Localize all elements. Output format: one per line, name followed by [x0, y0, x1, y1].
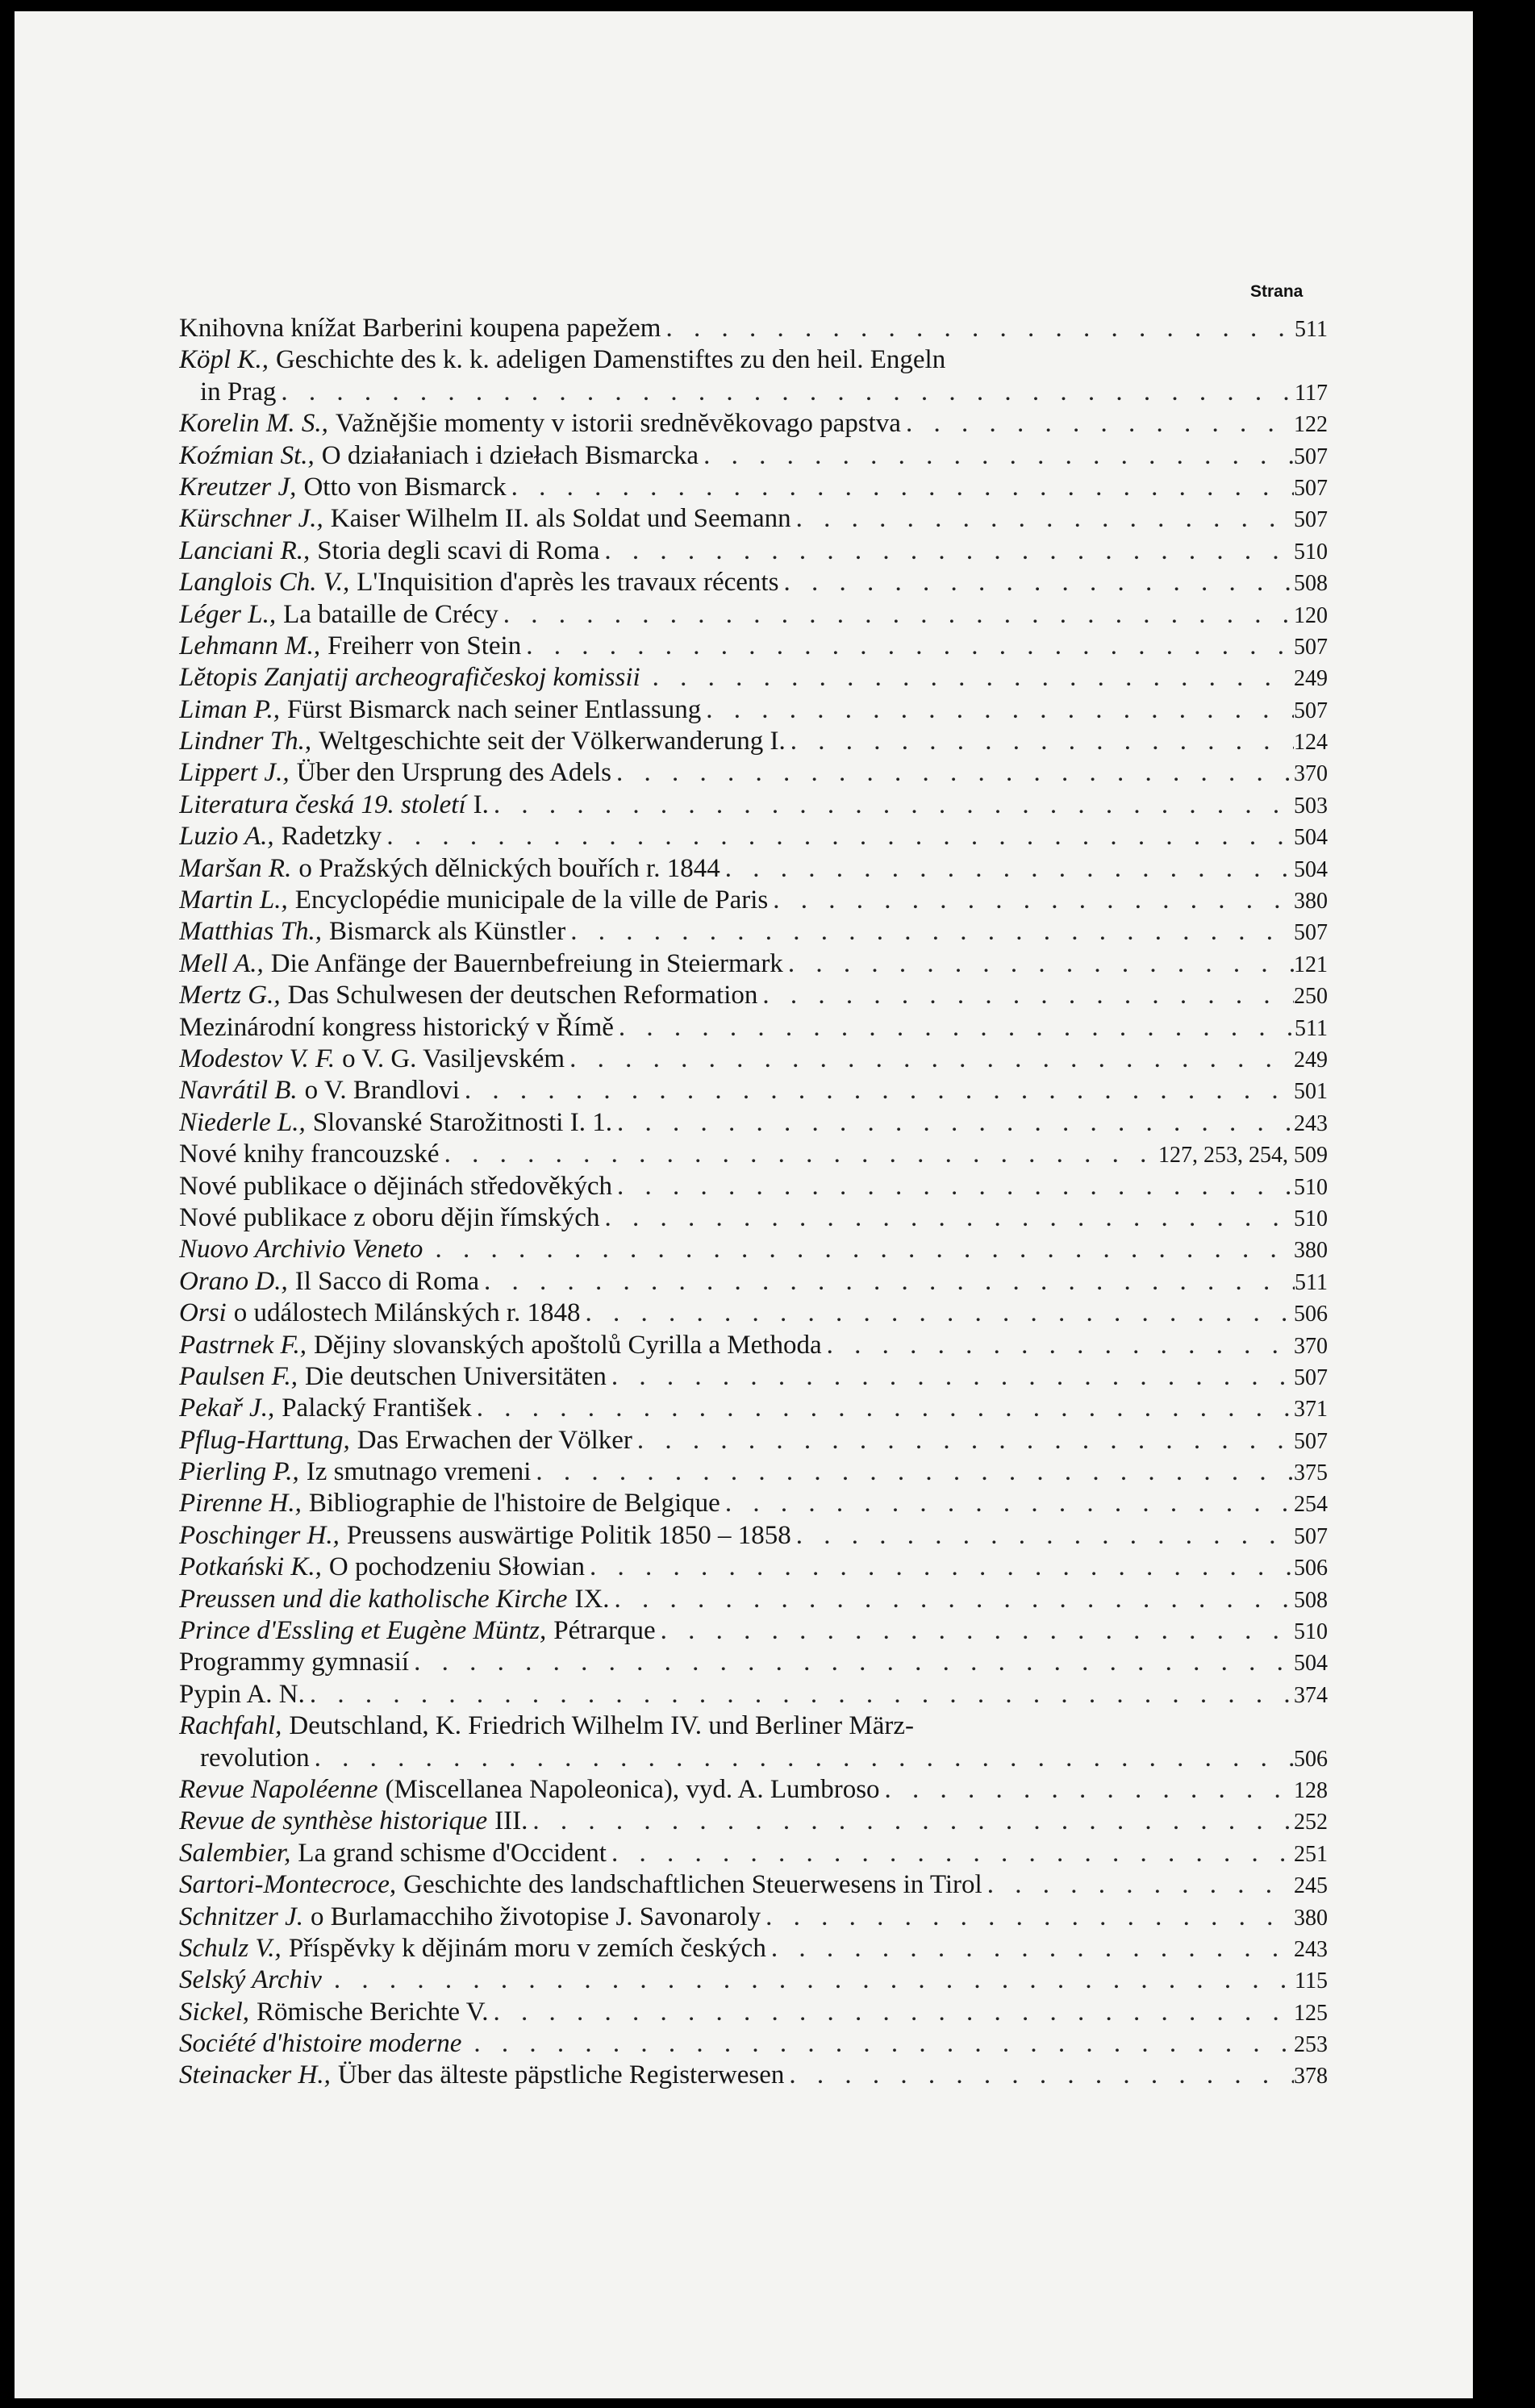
entry-author: Lippert J.,: [179, 758, 290, 788]
entry-author: Pflug-Harttung,: [179, 1425, 350, 1455]
entry-title: Iz smutnago vremeni: [306, 1457, 532, 1487]
entry-title: Geschichte des landschaftlichen Steuerwesens in Tirol: [403, 1870, 982, 1900]
dot-leader: [786, 726, 1294, 757]
dot-leader: [632, 1425, 1294, 1456]
entry-title: Das Schulwesen der deutschen Reformation: [287, 981, 758, 1010]
dot-leader: [661, 313, 1295, 344]
dot-leader: [612, 1107, 1294, 1139]
entry-title: Encyclopédie municipale de la ville de Paris: [294, 885, 769, 915]
entry-author: Lehmann M.,: [179, 631, 321, 660]
index-entry: [179, 1806, 1328, 1837]
dot-leader: [880, 1774, 1294, 1806]
entry-page-number: 380: [1294, 889, 1328, 914]
entry-title: Über den Ursprung des Adels: [296, 758, 612, 788]
index-entry: [179, 2028, 1328, 2060]
index-entry: [179, 948, 1328, 980]
entry-page-number: 250: [1294, 984, 1328, 1010]
entry-title: Pypin A. N.: [179, 1679, 305, 1709]
entry-page-number: 252: [1294, 1810, 1328, 1835]
entry-title: Das Erwachen der Völker: [357, 1425, 632, 1455]
entry-title: o V. G. Vasiljevském: [342, 1044, 565, 1073]
entry-author: Maršan R.: [179, 853, 292, 883]
index-entry: [179, 631, 1328, 662]
entry-page-number: 506: [1294, 1556, 1328, 1581]
dot-leader: [479, 1266, 1295, 1298]
entry-title: Freiherr von Stein: [327, 631, 522, 660]
entry-title: (Miscellanea Napoleonica), vyd. A. Lumbroso: [385, 1774, 880, 1804]
index-entry: [179, 313, 1328, 344]
index-entry: [179, 1393, 1328, 1424]
dot-leader: [498, 599, 1294, 631]
entry-author: Société d'histoire moderne: [179, 2029, 462, 2059]
entry-page-number: 504: [1294, 825, 1328, 851]
entry-author: Salembier,: [179, 1838, 291, 1868]
entry-author: Lanciani R.,: [179, 535, 311, 565]
entry-title: Nové knihy francouzské: [179, 1139, 440, 1169]
dot-leader: [610, 1584, 1294, 1615]
entry-page-number: 510: [1294, 539, 1328, 565]
entry-page-number: 117: [1295, 380, 1328, 406]
index-entry: [179, 1869, 1328, 1901]
dot-leader: [599, 1202, 1294, 1234]
entry-page-number: 507: [1294, 920, 1328, 946]
dot-leader: [599, 535, 1294, 567]
entry-author: Liman P.,: [179, 694, 281, 724]
entry-page-number: 249: [1294, 1047, 1328, 1073]
page-column-header: Strana: [1250, 282, 1303, 301]
book-page: [15, 11, 1473, 2398]
entry-page-number: 507: [1294, 698, 1328, 723]
dot-leader: [440, 1139, 1158, 1170]
entry-title: La grand schisme d'Occident: [298, 1838, 607, 1868]
entry-title: Mezinárodní kongress historický v Římě: [179, 1012, 614, 1042]
entry-author: Schnitzer J.: [179, 1902, 303, 1931]
entry-author: Luzio A.,: [179, 822, 274, 852]
entry-title: Příspěvky k dějinám moru v zemích českých: [288, 1933, 766, 1963]
entry-title: Kaiser Wilhelm II. als Soldat und Seemann: [330, 504, 791, 534]
entry-page-number: 243: [1294, 1936, 1328, 1962]
entry-title: Nové publikace o dějinách středověkých: [179, 1171, 612, 1201]
dot-leader: [565, 916, 1294, 948]
entry-title: Über das älteste päpstliche Registerwesen: [337, 2060, 785, 2090]
entry-title: Bismarck als Künstler: [328, 917, 566, 947]
dot-leader: [822, 1330, 1294, 1361]
entry-page-number: 115: [1295, 1968, 1328, 1994]
dot-leader: [528, 1806, 1294, 1837]
entry-author: Sickel,: [179, 1997, 250, 2027]
entry-page-number: 510: [1294, 1619, 1328, 1645]
index-entry: [179, 821, 1328, 852]
index-entry-continuation: [179, 1743, 1328, 1774]
dot-leader: [720, 1488, 1294, 1519]
entry-page-number: 370: [1294, 1333, 1328, 1359]
entry-page-number: 120: [1294, 602, 1328, 628]
entry-page-number: 251: [1294, 1841, 1328, 1867]
dot-leader: [901, 408, 1294, 440]
index-entry: [179, 1361, 1328, 1393]
dot-leader: [757, 980, 1294, 1011]
entry-author: Orano D.,: [179, 1266, 288, 1296]
entry-title: La bataille de Crécy: [283, 599, 498, 629]
index-list: [179, 313, 1328, 2092]
entry-author: Paulsen F.,: [179, 1361, 298, 1391]
entry-page-number: 380: [1294, 1905, 1328, 1931]
index-entry: [179, 1710, 1328, 1742]
entry-title: Palacký František: [282, 1394, 472, 1423]
entry-page-number: 506: [1294, 1302, 1328, 1327]
entry-page-number: 504: [1294, 1651, 1328, 1677]
index-entry: [179, 503, 1328, 535]
entry-page-number: 128: [1294, 1777, 1328, 1803]
entry-page-number: 510: [1294, 1174, 1328, 1200]
entry-author: Rachfahl,: [179, 1711, 282, 1741]
index-entry: [179, 757, 1328, 789]
entry-title: Otto von Bismarck: [303, 472, 507, 502]
entry-author: Mell A.,: [179, 948, 264, 978]
index-entry: [179, 1044, 1328, 1075]
dot-leader: [607, 1838, 1294, 1869]
entry-title: Geschichte des k. k. adeligen Damenstiftes zu den heil. Engeln: [275, 345, 946, 375]
dot-leader: [489, 1997, 1294, 2028]
dot-leader: [656, 1615, 1294, 1647]
index-entry: [179, 1012, 1328, 1044]
entry-author: Niederle L.,: [179, 1107, 306, 1137]
entry-page-number: 501: [1294, 1079, 1328, 1105]
entry-title: O pochodzeniu Słowian: [328, 1552, 586, 1582]
entry-page-number: 370: [1294, 761, 1328, 787]
entry-page-number: 507: [1294, 475, 1328, 501]
entry-title: Storia degli scavi di Roma: [317, 535, 600, 565]
entry-author: Orsi: [179, 1298, 227, 1328]
index-entry: [179, 344, 1328, 376]
index-entry: [179, 1425, 1328, 1456]
index-entry: [179, 1997, 1328, 2028]
entry-page-number: 374: [1294, 1682, 1328, 1708]
index-entry: [179, 1615, 1328, 1647]
dot-leader: [460, 1075, 1294, 1106]
index-entry: [179, 853, 1328, 885]
entry-page-number: 254: [1294, 1492, 1328, 1518]
index-entry: [179, 694, 1328, 726]
entry-title: Pétrarque: [553, 1616, 656, 1646]
entry-author: Nuovo Archivio Veneto: [179, 1235, 423, 1264]
entry-author: Korelin M. S.,: [179, 409, 328, 439]
index-entry: [179, 1298, 1328, 1329]
entry-page-number: 507: [1294, 507, 1328, 533]
entry-page-number: 508: [1294, 571, 1328, 597]
dot-leader: [648, 662, 1294, 694]
entry-author: Lĕtopis Zanjatij archeografičeskoj komissii: [179, 663, 640, 693]
dot-leader: [329, 1964, 1295, 1996]
dot-leader: [409, 1647, 1294, 1678]
index-entry: [179, 885, 1328, 916]
index-entry: [179, 1647, 1328, 1678]
entry-author: Pekař J.,: [179, 1394, 275, 1423]
entry-page-number: 511: [1295, 1269, 1328, 1295]
entry-author: Pirenne H.,: [179, 1489, 302, 1519]
dot-leader: [784, 2060, 1294, 2091]
entry-title: Die Anfänge der Bauernbefreiung in Steiermark: [270, 948, 783, 978]
entry-title: Važnějšie momenty v istorii srednĕvĕkovago papstva: [335, 409, 901, 439]
index-entry: [179, 1107, 1328, 1139]
entry-page-number: 507: [1294, 1523, 1328, 1549]
dot-leader: [791, 1520, 1294, 1552]
entry-author: Mertz G.,: [179, 981, 281, 1010]
dot-leader: [720, 853, 1294, 885]
entry-author: Kreutzer J,: [179, 472, 297, 502]
entry-page-number: 507: [1294, 444, 1328, 469]
dot-leader: [701, 694, 1294, 726]
index-entry: [179, 1679, 1328, 1710]
entry-page-number: 507: [1294, 1364, 1328, 1390]
entry-title: o Burlamacchiho životopise J. Savonaroly: [310, 1902, 761, 1931]
entry-title: Slovanské Starožitnosti I. 1.: [312, 1107, 612, 1137]
entry-page-number: 127, 253, 254, 509: [1158, 1143, 1328, 1169]
entry-author: Selský Archiv: [179, 1965, 322, 1995]
dot-leader: [489, 789, 1294, 821]
entry-title: III.: [494, 1806, 528, 1836]
entry-title: Programmy gymnasií: [179, 1648, 410, 1677]
index-entry: [179, 1774, 1328, 1806]
entry-continuation-text: revolution: [200, 1743, 310, 1773]
index-entry: [179, 567, 1328, 598]
entry-author: Pierling P.,: [179, 1457, 299, 1487]
dot-leader: [469, 2028, 1294, 2060]
index-entry: [179, 1075, 1328, 1106]
index-entry: [179, 1933, 1328, 1964]
index-entry: [179, 662, 1328, 694]
index-entry: [179, 1266, 1328, 1298]
entry-title: o Pražských dělnických bouřích r. 1844: [298, 853, 720, 883]
entry-page-number: 380: [1294, 1238, 1328, 1264]
dot-leader: [699, 440, 1294, 472]
entry-author: Steinacker H.,: [179, 2060, 331, 2090]
index-entry: [179, 408, 1328, 440]
entry-title: Preussens auswärtige Politik 1850 – 1858: [346, 1520, 791, 1550]
dot-leader: [430, 1234, 1294, 1265]
entry-title: Römische Berichte V.: [257, 1997, 489, 2027]
index-entry: [179, 1488, 1328, 1519]
entry-title: Weltgeschichte seit der Völkerwanderung I.: [319, 727, 786, 756]
entry-author: Revue de synthèse historique: [179, 1806, 488, 1836]
index-entry: [179, 1202, 1328, 1234]
dot-leader: [611, 757, 1294, 789]
entry-author: Modestov V. F.: [179, 1044, 336, 1073]
entry-author: Schulz V.,: [179, 1933, 282, 1963]
entry-title: Fürst Bismarck nach seiner Entlassung: [287, 694, 702, 724]
index-entry: [179, 535, 1328, 567]
entry-author: Potkański K.,: [179, 1552, 322, 1582]
index-entry: [179, 440, 1328, 472]
entry-page-number: 506: [1294, 1746, 1328, 1772]
dot-leader: [768, 885, 1294, 916]
dot-leader: [585, 1552, 1294, 1583]
index-entry: [179, 1139, 1328, 1170]
dot-leader: [791, 503, 1294, 535]
entry-page-number: 504: [1294, 856, 1328, 882]
entry-title: Die deutschen Universitäten: [304, 1361, 607, 1391]
dot-leader: [761, 1902, 1294, 1933]
entry-author: Literatura česká 19. století: [179, 789, 466, 819]
index-entry: [179, 1330, 1328, 1361]
entry-page-number: 249: [1294, 666, 1328, 692]
entry-page-number: 378: [1294, 2064, 1328, 2089]
entry-title: IX.: [574, 1584, 610, 1614]
entry-author: Kürschner J.,: [179, 504, 323, 534]
entry-page-number: 253: [1294, 2032, 1328, 2058]
dot-leader: [982, 1869, 1294, 1901]
dot-leader: [310, 1743, 1294, 1774]
entry-author: Langlois Ch. V.,: [179, 568, 350, 598]
entry-author: Martin L.,: [179, 885, 288, 915]
entry-author: Prince d'Essling et Eugène Müntz,: [179, 1616, 547, 1646]
dot-leader: [305, 1679, 1294, 1710]
index-entry-continuation: [179, 377, 1328, 408]
dot-leader: [565, 1044, 1294, 1075]
entry-page-number: 508: [1294, 1587, 1328, 1613]
entry-page-number: 510: [1294, 1206, 1328, 1231]
dot-leader: [612, 1171, 1294, 1202]
entry-page-number: 125: [1294, 2000, 1328, 2026]
dot-leader: [472, 1393, 1294, 1424]
dot-leader: [614, 1012, 1295, 1044]
index-entry: [179, 1584, 1328, 1615]
entry-page-number: 507: [1294, 634, 1328, 660]
entry-title: Il Sacco di Roma: [294, 1266, 479, 1296]
entry-author: Poschinger H.,: [179, 1520, 340, 1550]
entry-continuation-text: in Prag: [200, 377, 277, 406]
dot-leader: [783, 948, 1294, 980]
entry-title: o V. Brandlovi: [304, 1076, 460, 1106]
entry-page-number: 507: [1294, 1428, 1328, 1454]
entry-author: Matthias Th.,: [179, 917, 322, 947]
entry-author: Pastrnek F.,: [179, 1330, 307, 1360]
entry-title: O działaniach i dziełach Bismarcka: [321, 440, 699, 470]
entry-title: o událostech Milánských r. 1848: [233, 1298, 581, 1328]
dot-leader: [521, 631, 1294, 662]
index-entry: [179, 1838, 1328, 1869]
index-entry: [179, 1902, 1328, 1933]
entry-page-number: 511: [1295, 317, 1328, 342]
entry-title: Nové publikace z oboru dějin římských: [179, 1202, 600, 1232]
dot-leader: [531, 1456, 1294, 1488]
entry-author: Preussen und die katholische Kirche: [179, 1584, 568, 1614]
index-entry: [179, 1234, 1328, 1265]
index-entry: [179, 599, 1328, 631]
entry-title: Deutschland, K. Friedrich Wilhelm IV. und Berliner März-: [289, 1711, 915, 1741]
dot-leader: [766, 1933, 1294, 1964]
entry-author: Léger L.,: [179, 599, 277, 629]
index-entry: [179, 1171, 1328, 1202]
entry-title: Radetzky: [281, 822, 382, 852]
index-entry: [179, 789, 1328, 821]
entry-title: I.: [473, 789, 489, 819]
index-entry: [179, 916, 1328, 948]
index-entry: [179, 726, 1328, 757]
index-entry: [179, 980, 1328, 1011]
entry-page-number: 503: [1294, 793, 1328, 819]
entry-author: Revue Napoléenne: [179, 1774, 378, 1804]
dot-leader: [507, 472, 1294, 503]
entry-page-number: 511: [1295, 1015, 1328, 1041]
entry-page-number: 124: [1294, 730, 1328, 756]
index-entry: [179, 1552, 1328, 1583]
index-entry: [179, 1456, 1328, 1488]
index-entry: [179, 472, 1328, 503]
index-entry: [179, 2060, 1328, 2091]
dot-leader: [276, 377, 1295, 408]
dot-leader: [607, 1361, 1294, 1393]
entry-page-number: 121: [1294, 952, 1328, 977]
entry-author: Navrátil B.: [179, 1076, 298, 1106]
entry-page-number: 122: [1294, 412, 1328, 438]
entry-title: L'Inquisition d'après les travaux récents: [357, 568, 779, 598]
entry-author: Köpl K.,: [179, 345, 269, 375]
entry-author: Sartori-Montecroce,: [179, 1870, 397, 1900]
entry-page-number: 245: [1294, 1873, 1328, 1899]
entry-title: Dějiny slovanských apoštolů Cyrilla a Methoda: [313, 1330, 822, 1360]
dot-leader: [382, 821, 1294, 852]
index-entry: [179, 1964, 1328, 1996]
entry-author: Koźmian St.,: [179, 440, 315, 470]
entry-title: Bibliographie de l'histoire de Belgique: [308, 1489, 720, 1519]
entry-author: Lindner Th.,: [179, 727, 312, 756]
entry-page-number: 375: [1294, 1460, 1328, 1486]
entry-page-number: 243: [1294, 1110, 1328, 1136]
entry-title: Knihovna knížat Barberini koupena papežem: [179, 314, 661, 343]
dot-leader: [778, 567, 1294, 598]
entry-page-number: 371: [1294, 1397, 1328, 1423]
index-entry: [179, 1520, 1328, 1552]
dot-leader: [581, 1298, 1294, 1329]
